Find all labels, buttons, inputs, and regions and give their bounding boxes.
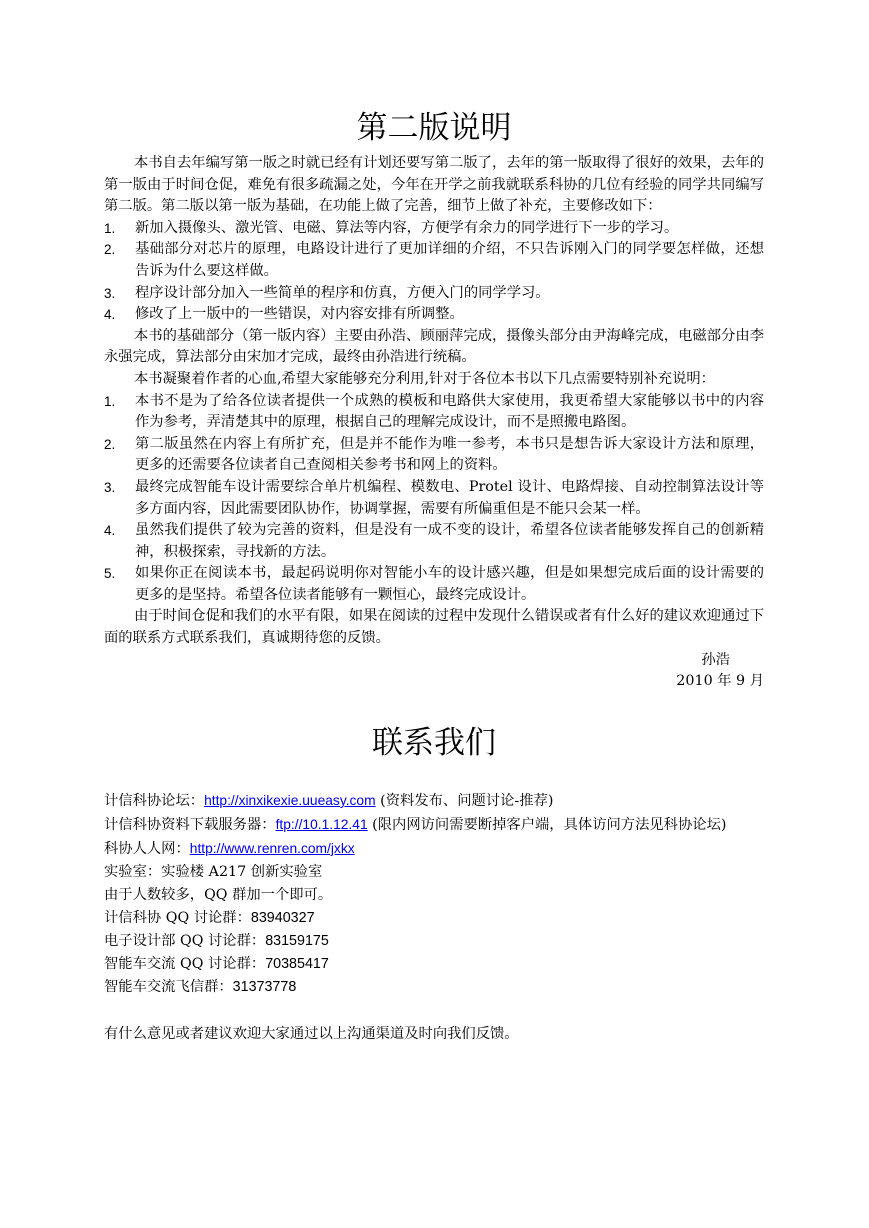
qq-group-1-row: 计信科协 QQ 讨论群：83940327 [104, 909, 315, 926]
spacer [104, 999, 764, 1023]
forum-row: 计信科协论坛：http://xinxikexie.uueasy.com (资料发布、问题讨论-推荐) [104, 792, 554, 809]
ftp-row: 计信科协资料下载服务器：ftp://10.1.12.41 (限内网访问需要断掉客户端，具体访问方法见科协论坛) [104, 816, 727, 833]
section-title-second-edition: 第二版说明 [356, 110, 512, 146]
qq-group-2-row: 电子设计部 QQ 讨论群：83159175 [104, 932, 329, 949]
section-title-contact-us: 联系我们 [372, 724, 496, 761]
forum-link[interactable]: http://xinxikexie.uueasy.com [204, 792, 376, 808]
date: 2010 年 9 月 [676, 673, 764, 690]
fetion-group-row: 智能车交流飞信群：31373778 [104, 978, 297, 995]
document-page [104, 106, 764, 1046]
list-item: 3. 程序设计部分加入一些简单的程序和仿真，方便入门的同学学习。 [104, 284, 550, 301]
list-item: 4. 虽然我们提供了较为完善的资料，但是没有一成不变的设计，希望各位读者能够发挥自己的创新精神，积极探索，寻找新的方法。 [104, 522, 764, 560]
signature: 孙浩 [701, 651, 730, 668]
intro-paragraph: 本书自去年编写第一版之时就已经有计划还要写第二版了，去年的第一版取得了很好的效果，去年的第一版由于时间仓促，难免有很多疏漏之处，今年在开学之前我就联系科协的几位有经验的同学共同编写第二版。第二版以第一版为基础，在功能上做了完善，细节上做了补充，主要修改如下： [104, 155, 764, 215]
ftp-link[interactable]: ftp://10.1.12.41 [275, 816, 368, 832]
list-item: 4. 修改了上一版中的一些错误，对内容安排有所调整。 [104, 306, 464, 323]
authors-paragraph: 本书的基础部分（第一版内容）主要由孙浩、顾丽萍完成，摄像头部分由尹海峰完成，电磁部分由李永强完成，算法部分由宋加才完成，最终由孙浩进行统稿。 [104, 327, 764, 366]
list-item: 2. 第二版虽然在内容上有所扩充，但是并不能作为唯一参考，本书只是想告诉大家设计方法和原理，更多的还需要各位读者自己查阅相关参考书和网上的资料。 [104, 435, 764, 474]
renren-row: 科协人人网：http://www.renren.com/jxkx [104, 840, 355, 857]
list-item: 5. 如果你正在阅读本书，最起码说明你对智能小车的设计感兴趣，但是如果想完成后面的设计需要的更多的是坚持。希望各位读者能够有一颗恒心，最终完成设计。 [104, 565, 764, 603]
feedback-row: 有什么意见或者建议欢迎大家通过以上沟通渠道及时向我们反馈。 [104, 1025, 519, 1042]
list-item: 1. 本书不是为了给各位读者提供一个成熟的模板和电路供大家使用，我更希望大家能够以书中的内容作为参考，弄清楚其中的原理，根据自己的理解完成设计，而不是照搬电路图。 [104, 392, 764, 431]
list-item: 2. 基础部分对芯片的原理，电路设计进行了更加详细的介绍，不只告诉刚入门的同学要怎样做，还想告诉为什么要这样做。 [104, 241, 764, 279]
qq-note-row: 由于人数较多，QQ 群加一个即可。 [104, 886, 333, 903]
notes-list [104, 391, 764, 607]
changes-list [104, 218, 764, 326]
notes-intro-paragraph: 本书凝聚着作者的心血,希望大家能够充分利用,针对于各位本书以下几点需要特别补充说明： [134, 370, 715, 387]
contact-block [104, 789, 764, 1046]
lab-row: 实验室：实验楼 A217 创新实验室 [104, 863, 323, 880]
list-item: 3. 最终完成智能车设计需要综合单片机编程、模数电、Protel 设计、电路焊接、自动控制算法设计等多方面内容，因此需要团队协作，协调掌握，需要有所偏重但是不能只会某一样。 [104, 478, 764, 517]
list-item: 1. 新加入摄像头、激光管、电磁、算法等内容，方便学有余力的同学进行下一步的学习。 [104, 219, 679, 236]
closing-paragraph: 由于时间仓促和我们的水平有限，如果在阅读的过程中发现什么错误或者有什么好的建议欢迎通过下面的联系方式联系我们，真诚期待您的反馈。 [104, 608, 764, 647]
renren-link[interactable]: http://www.renren.com/jxkx [189, 840, 355, 856]
qq-group-3-row: 智能车交流 QQ 讨论群：70385417 [104, 955, 329, 972]
